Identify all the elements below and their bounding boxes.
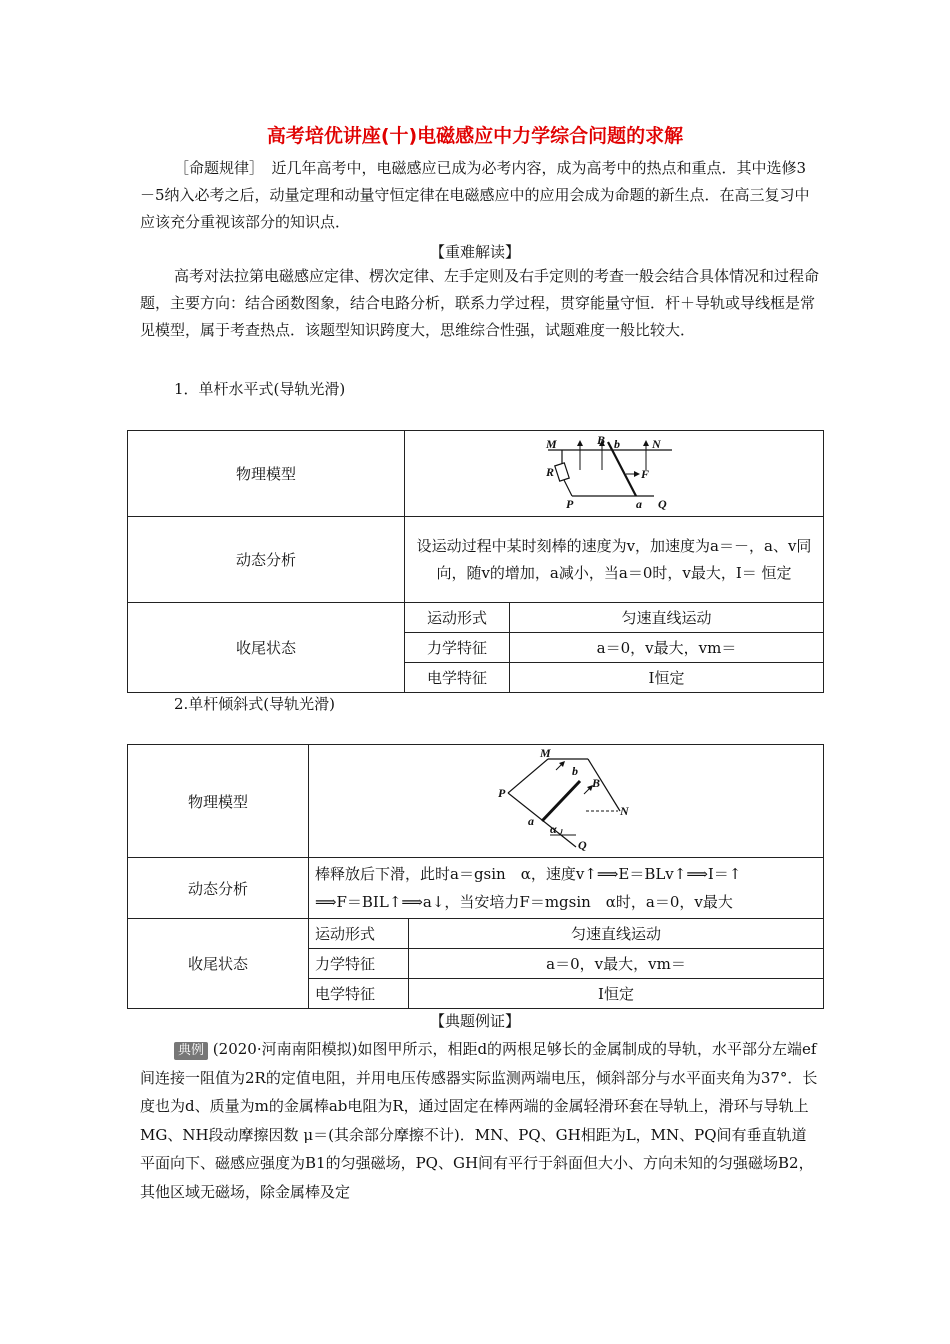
page-title: 高考培优讲座(十)电磁感应中力学综合问题的求解 (266, 125, 684, 147)
row-key: 电学特征 (405, 663, 510, 693)
row-value: I恒定 (510, 663, 824, 693)
table-horizontal-rod (127, 430, 824, 693)
fig-label-b: b (572, 764, 578, 778)
model-figure-cell (405, 431, 824, 517)
example-tag: 典例 (174, 1042, 208, 1060)
fig-label-B: B (597, 435, 606, 447)
dynamic-text: 设运动过程中某时刻棒的速度为v，加速度为a＝－，a、v同向，随v的增加，a减小，当a＝0时，v最大，I＝ 恒定 (405, 517, 824, 603)
row-value: a＝0，v最大，vm＝ (510, 633, 824, 663)
example-text: (2020·河南南阳模拟)如图甲所示，相距d的两根足够长的金属制成的导轨，水平部分左端ef间连接一阻值为2R的定值电阻，并用电压传感器实际监测两端电压，倾斜部分与水平面夹角为37°．长度也为d、质量为m的金属棒ab电阻为R，通过固定在棒两端的金属轻滑环套在导轨上，滑环与导轨上MG、NH段动摩擦因数 μ＝(其余部分摩擦不计)．MN、PQ、GH相距为L，MN、PQ间有垂直轨道平面向下、磁感应强度为B1的匀强磁场，PQ、GH间有平行于斜面但大小、方向未知的匀强磁场B2，其他区域无磁场，除金属棒及定 (140, 1040, 818, 1201)
fig-label-Q: Q (578, 838, 587, 852)
fig-label-P: P (498, 786, 506, 800)
intro-paragraph: ［命题规律］ 近几年高考中，电磁感应已成为必考内容，成为高考中的热点和重点．其中选修3－5纳入必考之后，动量定理和动量守恒定律在电磁感应中的应用会成为命题的新生点．在高三复习中应该充分重视该部分的知识点． (140, 159, 810, 231)
fig-label-N: N (620, 804, 629, 818)
example-paragraph (140, 1035, 820, 1206)
dynamic-label: 动态分析 (128, 517, 405, 603)
analysis-paragraph: 高考对法拉第电磁感应定律、楞次定律、左手定则及右手定则的考查一般会结合具体情况和过程命题，主要方向：结合函数图象，结合电路分析，联系力学过程，贯穿能量守恒．杆＋导轨或导线框是常见模型，属于考查热点．该题型知识跨度大，思维综合性强，试题难度一般比较大． (140, 267, 820, 339)
fig-label-N: N (652, 436, 661, 451)
fig-label-M: M (546, 436, 557, 451)
item-1-heading: 1．单杆水平式(导轨光滑) (174, 380, 346, 398)
row-key: 运动形式 (405, 603, 510, 633)
fig-label-alpha: α (550, 822, 557, 836)
dynamic-line-1: 棒释放后下滑，此时a＝gsin α，速度v↑⟹E＝BLv↑⟹I＝↑ (315, 865, 742, 883)
row-key: 电学特征 (309, 979, 409, 1009)
row-key: 力学特征 (405, 633, 510, 663)
row-value: a＝0，v最大，vm＝ (409, 949, 824, 979)
model-label: 物理模型 (128, 431, 405, 517)
inclined-rails-diagram (496, 749, 636, 853)
fig-label-F: F (641, 466, 650, 481)
row-key: 力学特征 (309, 949, 409, 979)
dynamic-line-2: ⟹F＝BIL↑⟹a↓，当安培力F＝mgsin α时，a＝0，v最大 (315, 893, 733, 911)
fig-label-P: P (566, 496, 574, 511)
fig-label-R: R (546, 464, 555, 479)
fig-label-Q: Q (658, 496, 667, 511)
row-value: 匀速直线运动 (409, 919, 824, 949)
section-heading-analysis: 【重难解读】 (429, 243, 520, 261)
dynamic-text (309, 858, 824, 919)
table-inclined-rod (127, 744, 824, 1009)
row-key: 运动形式 (309, 919, 409, 949)
item-2-heading: 2.单杆倾斜式(导轨光滑) (174, 695, 336, 713)
section-heading-example: 【典题例证】 (429, 1012, 520, 1030)
row-value: 匀速直线运动 (510, 603, 824, 633)
fig-label-a: a (528, 814, 534, 828)
model-figure-cell (309, 745, 824, 858)
dynamic-label: 动态分析 (128, 858, 309, 919)
fig-label-b: b (614, 436, 620, 451)
fig-label-B: B (592, 776, 601, 790)
final-state-label: 收尾状态 (128, 919, 309, 1009)
fig-label-a: a (636, 496, 642, 511)
model-label: 物理模型 (128, 745, 309, 858)
final-state-label: 收尾状态 (128, 603, 405, 693)
row-value: I恒定 (409, 979, 824, 1009)
horizontal-rails-diagram (544, 436, 684, 512)
fig-label-M: M (540, 749, 551, 760)
